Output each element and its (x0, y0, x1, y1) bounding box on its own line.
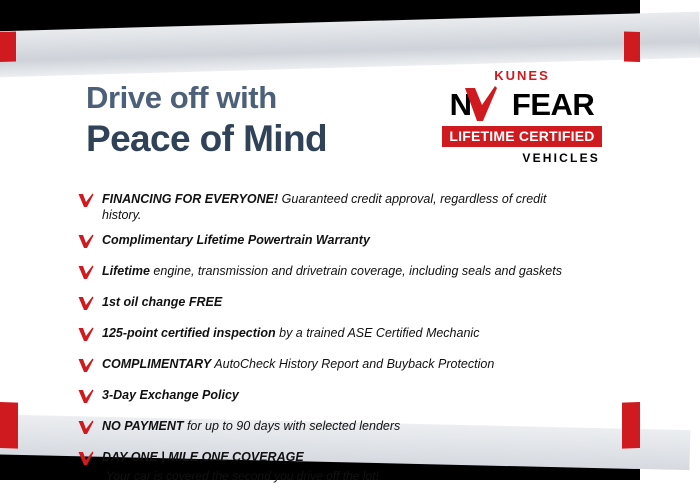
no-fear-wordmark (442, 85, 602, 123)
list-item-strong: 125-point certified inspection (102, 326, 276, 341)
check-mark-icon (78, 388, 96, 409)
list-item (78, 192, 578, 223)
list-item-text (102, 233, 370, 249)
list-item-text (102, 192, 578, 223)
list-item-strong: Lifetime (102, 264, 150, 279)
list-item-text (102, 264, 562, 280)
list-item-subtext: Your car is covered the second you drive off the lot! (106, 468, 379, 483)
logo-word-fear: FEAR (511, 86, 595, 122)
list-item (78, 295, 578, 316)
list-item-rest: for up to 90 days with selected lenders (183, 419, 401, 434)
list-item-text (102, 388, 239, 404)
list-item-strong: 3-Day Exchange Policy (102, 388, 239, 403)
check-mark-icon (78, 233, 96, 254)
benefits-list (78, 192, 578, 494)
red-accent-bottom-right (622, 402, 640, 449)
check-mark-icon (78, 419, 96, 440)
list-item (78, 388, 578, 409)
list-item-rest: by a trained ASE Certified Mechanic (275, 326, 480, 341)
red-accent-top-right (624, 31, 640, 62)
no-fear-logo (442, 68, 602, 165)
check-mark-icon (78, 357, 96, 378)
list-item-rest: AutoCheck History Report and Buyback Protection (211, 357, 495, 372)
list-item (78, 326, 578, 347)
list-item-text (102, 295, 222, 311)
list-item-text (102, 357, 494, 373)
list-item (78, 450, 578, 484)
list-item-text (102, 326, 479, 342)
list-item-rest: Guaranteed credit approval, regardless of credit history. (102, 192, 547, 222)
lifetime-certified-banner: LIFETIME CERTIFIED (442, 126, 602, 147)
list-item-strong: NO PAYMENT (102, 419, 184, 434)
list-item-text (102, 450, 379, 484)
list-item-rest: engine, transmission and drivetrain coverage, including seals and gaskets (149, 264, 562, 279)
check-mark-icon (78, 295, 96, 316)
red-accent-top-left (0, 31, 16, 62)
headline-line-2: Peace of Mind (86, 117, 327, 159)
check-mark-icon (78, 326, 96, 347)
headline (86, 82, 466, 159)
check-mark-icon (464, 85, 498, 123)
list-item-strong: COMPLIMENTARY (102, 357, 212, 372)
vehicles-label: VEHICLES (522, 151, 600, 165)
list-item (78, 419, 578, 440)
headline-line-1: Drive off with (86, 80, 277, 115)
ad-card (0, 32, 640, 483)
list-item-strong: Complimentary Lifetime Powertrain Warranty (102, 233, 370, 248)
list-item (78, 233, 578, 254)
check-mark-icon (78, 264, 96, 285)
brand-name: KUNES (494, 68, 550, 83)
list-item-strong: DAY ONE | MILE ONE COVERAGE (102, 450, 304, 465)
list-item (78, 264, 578, 285)
check-mark-icon (78, 450, 96, 471)
list-item-strong: 1st oil change FREE (102, 295, 223, 310)
list-item-strong: FINANCING FOR EVERYONE! (102, 192, 279, 206)
check-mark-icon (78, 192, 96, 213)
red-accent-bottom-left (0, 402, 18, 449)
list-item-text (102, 419, 400, 435)
logo-letter-n: N (449, 86, 472, 122)
list-item (78, 357, 578, 378)
